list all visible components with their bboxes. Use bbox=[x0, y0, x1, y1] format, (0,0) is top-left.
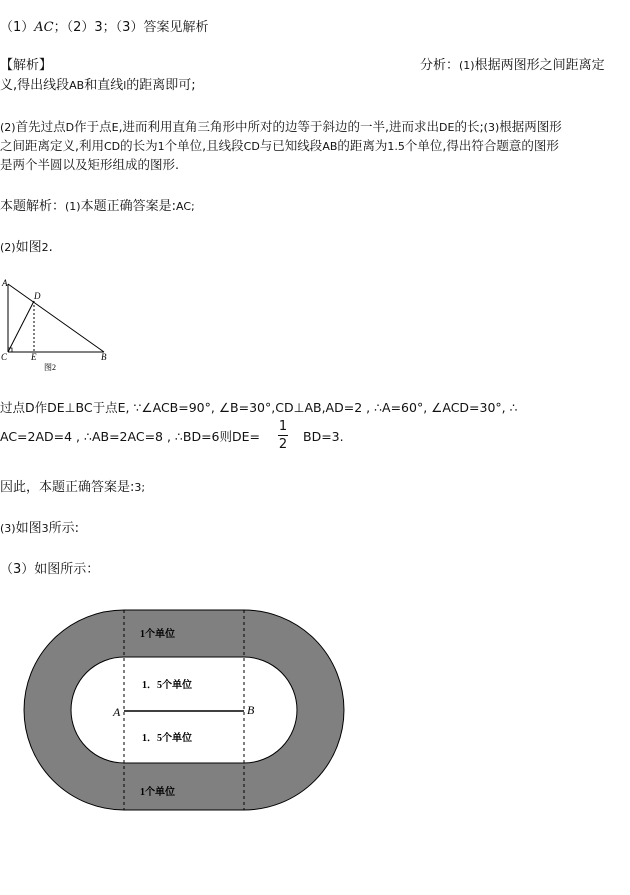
p2-de: DE bbox=[439, 121, 455, 134]
p2-l2d: 与已知线段 bbox=[259, 138, 323, 153]
q3-head bbox=[0, 521, 79, 537]
p2-d: D bbox=[65, 121, 75, 134]
q2-body-line2a: AC=2AD=4 , ∴AB=2AC=8 , ∴BD=6则DE= bbox=[0, 429, 260, 444]
fenxi-line2-a: 义,得出线段 bbox=[0, 78, 70, 93]
q2-b: 如图 bbox=[15, 240, 42, 255]
answer-line bbox=[0, 20, 208, 36]
fig2-label-b: B bbox=[101, 352, 107, 362]
fig2-seg-cd bbox=[8, 301, 34, 352]
q2-ans-b: 3; bbox=[134, 481, 146, 494]
q3-c: 3 bbox=[41, 522, 49, 535]
p2-ab: AB bbox=[322, 140, 338, 153]
fenxi-n1: (1) bbox=[459, 59, 475, 72]
fig2-label-d: D bbox=[34, 291, 41, 301]
q3-a: (3) bbox=[0, 522, 16, 535]
q1-line bbox=[0, 199, 195, 215]
p2-l2c: 个单位,且线段 bbox=[164, 138, 244, 153]
fenxi-text1: 根据两图形之间距离定 bbox=[474, 58, 605, 73]
fig3-label-mid-bot: 1．5个单位 bbox=[142, 733, 192, 744]
fenxi-line2-c: 的距离即可; bbox=[126, 78, 196, 93]
fig2-label-c: C bbox=[1, 352, 8, 362]
fig2-caption: 图2 bbox=[44, 363, 56, 372]
fig3-band bbox=[24, 610, 344, 810]
p2-one: 1 bbox=[157, 140, 165, 153]
q2-answer bbox=[0, 480, 145, 496]
para2-line2 bbox=[0, 138, 559, 155]
fig2-label-e: E bbox=[31, 352, 37, 362]
fig3-label-b: B bbox=[247, 703, 255, 717]
p2-cd2: CD bbox=[243, 140, 260, 153]
p2-l2f: 个单位,得出符合题意的图形 bbox=[404, 138, 559, 153]
para2-line3: 是两个半圆以及矩形组成的图形. bbox=[0, 157, 179, 172]
q1-a: 本题解析： bbox=[0, 199, 66, 214]
p2-l2b: 的长为 bbox=[120, 138, 158, 153]
fraction-numerator: 1 bbox=[278, 419, 288, 434]
answer-rest: ；（2）3；（3）答案见解析 bbox=[53, 20, 209, 35]
fig2-label-a: A bbox=[2, 278, 8, 288]
p2-e: E bbox=[111, 121, 119, 134]
p2-t2: 作于点 bbox=[74, 119, 112, 134]
figure-2 bbox=[0, 276, 115, 372]
fenxi-line1 bbox=[420, 58, 605, 74]
p2-t1: 首先过点 bbox=[15, 119, 66, 134]
q1-d: AC; bbox=[176, 200, 195, 213]
fig2-side-ab bbox=[8, 284, 104, 352]
fig3-inner-outline bbox=[71, 657, 297, 763]
fraction-denominator: 2 bbox=[278, 437, 288, 452]
fenxi-line2 bbox=[0, 78, 196, 94]
q2-d: . bbox=[48, 240, 53, 255]
p2-t4: 的长; bbox=[454, 119, 484, 134]
q2-head bbox=[0, 240, 53, 256]
fraction-bar bbox=[278, 435, 288, 436]
answer-p1: （1） bbox=[0, 20, 35, 35]
fraction-half bbox=[278, 419, 288, 452]
p2-n3: (3) bbox=[483, 121, 500, 134]
fig3-label-a: A bbox=[113, 705, 121, 719]
p2-t5: 根据两图形 bbox=[499, 119, 562, 134]
q3-b: 如图 bbox=[15, 521, 42, 536]
p2-l2a: 之间距离定义,利用 bbox=[0, 138, 104, 153]
q2-c: 2 bbox=[41, 241, 49, 254]
fig3-label-bot: 1个单位 bbox=[140, 787, 175, 798]
para2-line1 bbox=[0, 119, 562, 136]
fenxi-label: 分析： bbox=[420, 58, 460, 73]
q1-c: 本题正确答案是: bbox=[80, 199, 176, 214]
fenxi-line2-b: 和直线 bbox=[84, 78, 124, 93]
q3-d: 所示: bbox=[48, 521, 79, 536]
fenxi-l: l bbox=[123, 79, 127, 92]
fenxi-ab: AB bbox=[69, 79, 85, 92]
p2-15: 1.5 bbox=[387, 140, 405, 153]
p2-l2e: 的距离为 bbox=[337, 138, 388, 153]
q2-body-line1: 过点D作DE⊥BC于点E, ∵∠ACB=90°, ∠B=30°,CD⊥AB,AD=2 , ∴A=60°, ∠ACD=30°, ∴ bbox=[0, 400, 518, 415]
q2-ans-a: 因此，本题正确答案是: bbox=[0, 480, 135, 495]
q2-body-line2b: BD=3. bbox=[303, 429, 344, 444]
answer-p1-value: AC bbox=[34, 20, 54, 35]
q3-subheading: （3）如图所示： bbox=[0, 562, 100, 577]
q2-a: (2) bbox=[0, 241, 16, 254]
fig3-label-mid-top: 1．5个单位 bbox=[142, 680, 192, 691]
q1-b: (1) bbox=[65, 200, 81, 213]
jiexi-heading: 【解析】 bbox=[0, 58, 53, 73]
p2-n2: (2) bbox=[0, 121, 16, 134]
p2-cd: CD bbox=[103, 140, 121, 153]
p2-t3: ,进而利用直角三角形中所对的边等于斜边的一半,进而求出 bbox=[118, 119, 440, 134]
fig3-label-top: 1个单位 bbox=[140, 629, 175, 640]
figure-3 bbox=[0, 600, 630, 830]
